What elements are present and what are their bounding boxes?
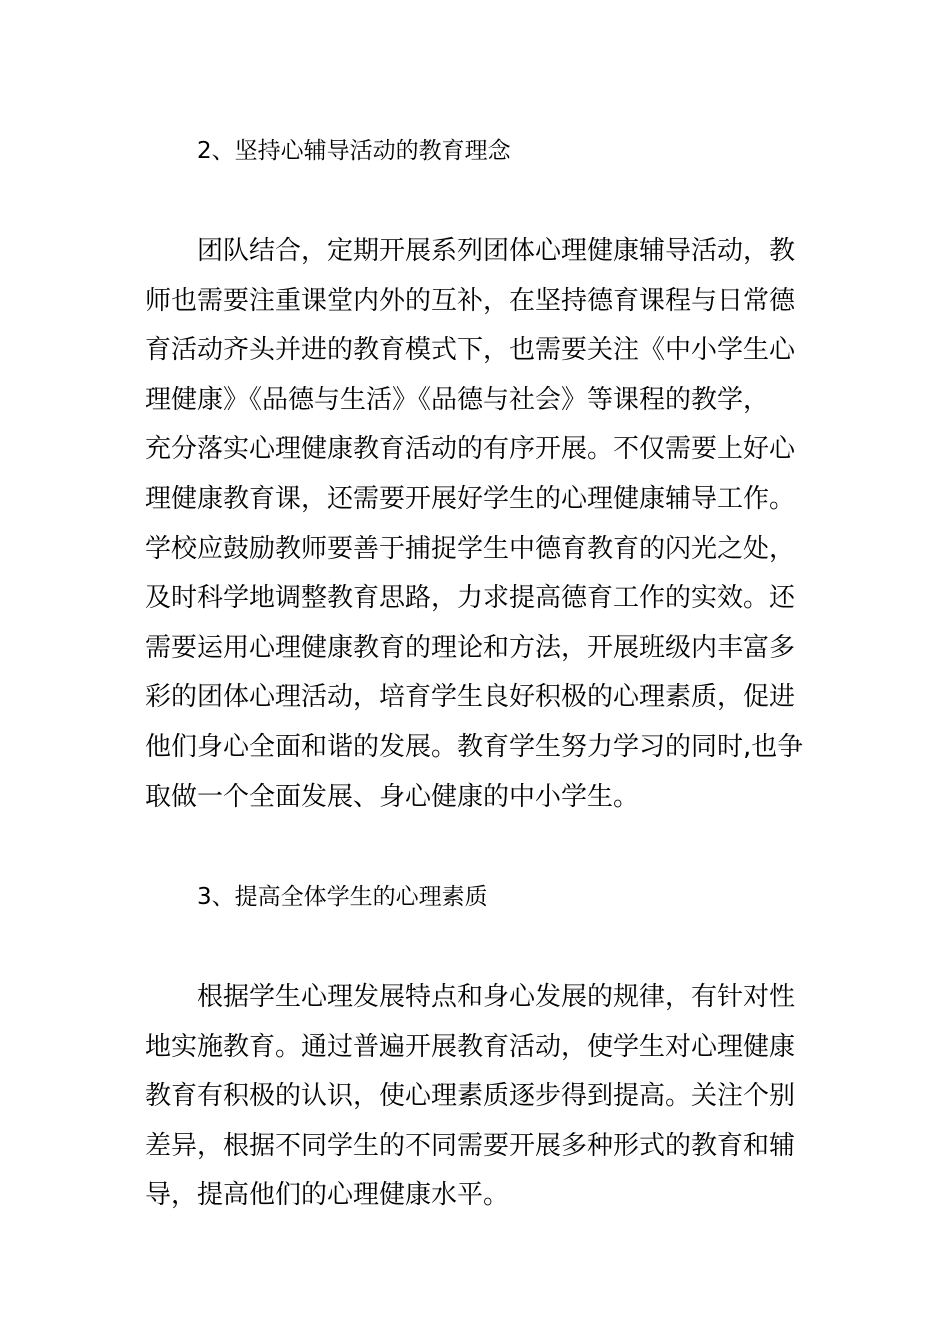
paragraph-line: 及时科学地调整教育思路，力求提高德育工作的实效。还 bbox=[145, 583, 796, 614]
paragraph-line: 理健康教育课，还需要开展好学生的心理健康辅导工作。 bbox=[145, 483, 796, 514]
paragraph-line: 取做一个全面发展、身心健康的中小学生。 bbox=[145, 781, 640, 812]
paragraph-line: 需要运用心理健康教育的理论和方法，开展班级内丰富多 bbox=[145, 632, 796, 663]
paragraph-line: 导，提高他们的心理健康水平。 bbox=[145, 1180, 510, 1211]
paragraph-line: 理健康》《品德与生活》《品德与社会》等课程的教学， bbox=[145, 384, 770, 415]
section-heading-3: 3、提高全体学生的心理素质 bbox=[197, 884, 488, 910]
paragraph-line: 学校应鼓励教师要善于捕捉学生中德育教育的闪光之处， bbox=[145, 533, 796, 564]
paragraph-line: 根据学生心理发展特点和身心发展的规律，有针对性 bbox=[197, 982, 796, 1012]
section-heading-2: 2、坚持心辅导活动的教育理念 bbox=[197, 138, 511, 164]
section-paragraph-3 bbox=[145, 973, 807, 1221]
paragraph-line: 差异，根据不同学生的不同需要开展多种形式的教育和辅 bbox=[145, 1130, 796, 1161]
section-paragraph-2 bbox=[145, 227, 807, 822]
paragraph-line: 地实施教育。通过普遍开展教育活动，使学生对心理健康 bbox=[145, 1031, 796, 1062]
paragraph-line: 充分落实心理健康教育活动的有序开展。不仅需要上好心 bbox=[145, 434, 796, 465]
paragraph-line: 团队结合，定期开展系列团体心理健康辅导活动，教 bbox=[197, 236, 796, 266]
paragraph-line: 教育有积极的认识，使心理素质逐步得到提高。关注个别 bbox=[145, 1081, 796, 1112]
paragraph-line: 师也需要注重课堂内外的互补，在坚持德育课程与日常德 bbox=[145, 285, 796, 316]
paragraph-line: 彩的团体心理活动，培育学生良好积极的心理素质，促进 bbox=[145, 682, 796, 713]
paragraph-line: 育活动齐头并进的教育模式下，也需要关注《中小学生心 bbox=[145, 335, 796, 366]
paragraph-line: 他们身心全面和谐的发展。教育学生努力学习的同时,也争 bbox=[145, 731, 804, 762]
